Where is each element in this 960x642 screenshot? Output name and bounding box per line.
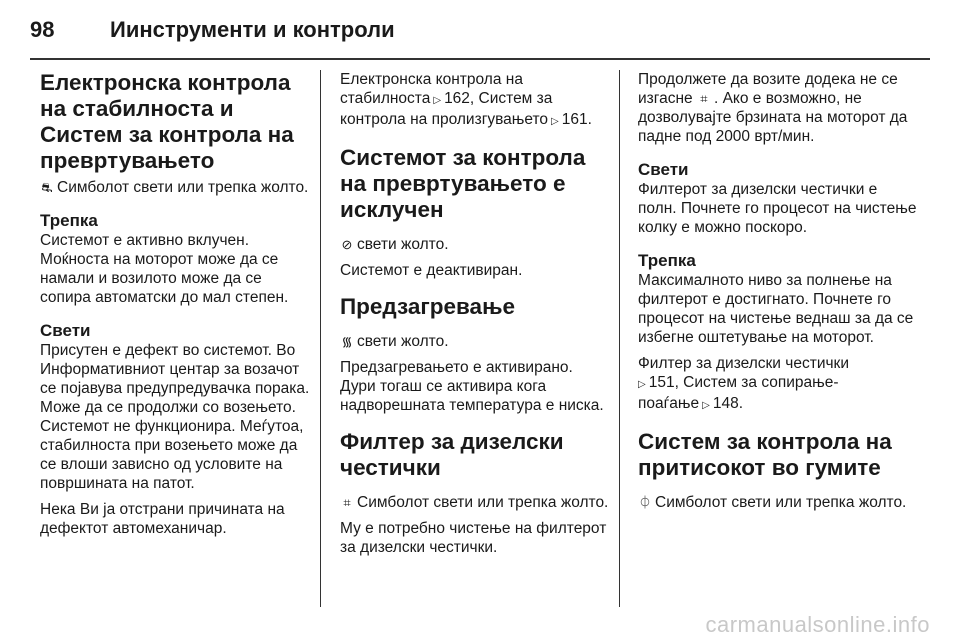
- chapter-title: Иинструменти и контроли: [110, 17, 395, 42]
- page-header: [30, 10, 395, 50]
- header-rule: [30, 58, 930, 60]
- body-text: свети жолто.: [357, 236, 449, 253]
- column-2: [340, 70, 610, 564]
- body-text: Филтерот за дизелски честички е полн. Почнете го процесот на чистење колку е можно поскоро.: [638, 181, 917, 236]
- body-text: Нека Ви ја отстрани причината на дефектот автомеханичар.: [40, 501, 285, 537]
- column-divider: [320, 70, 321, 607]
- page-number: 98: [30, 17, 55, 42]
- body-text: Предзагревањето е активирано. Дури тогаш се активира кога надворешната температура е ниска.: [340, 359, 604, 414]
- section-title: Електронска контрола на стабилноста и Систем за контрола на превртувањето: [40, 70, 294, 173]
- body-text: свети жолто.: [357, 333, 449, 350]
- body-text: Симболот свети или трепка жолто.: [655, 494, 907, 511]
- glow-plug-icon: ᯾: [341, 334, 353, 349]
- body-text: Му е потребно чистење на филтерот за дизелски честички.: [340, 520, 607, 556]
- body-text: Системот е деактивиран.: [340, 262, 523, 279]
- body-text: Продолжете да возите додека не се изгасне ⌗ . Ако е возможно, не дозволувајте брзината на моторот да падне под 2000 врт/мин.: [638, 71, 908, 145]
- car-skid-icon: ⛐: [41, 180, 53, 195]
- section-heading: Системот за контрола на превртувањето е исклучен: [340, 145, 586, 222]
- reference-triangle-icon: ▷: [433, 95, 442, 106]
- tyre-pressure-icon: ⏀: [638, 495, 652, 510]
- reference-triangle-icon: ▷: [638, 379, 646, 390]
- subheading: Свети: [638, 160, 689, 179]
- reference-triangle-icon: ▷: [551, 116, 559, 127]
- body-text: Присутен е дефект во системот. Во Информативниот центар за возачот се појавува предупредувачка порака. Може да се продолжи со возењето. Системот не функционира. Меѓутоа, стабилноста при возењето може да се влоши зависно од условите на површината на патот.: [40, 342, 310, 492]
- section-heading: Предзагревање: [340, 294, 515, 319]
- body-text: Максималното ниво за полнење на филтерот е достигнато. Почнете го процесот на чистење веднаш за да се избегне оштетување на моторот.: [638, 272, 914, 346]
- watermark: carmanualsonline.info: [705, 612, 930, 637]
- column-divider: [619, 70, 620, 607]
- stability-off-icon: ⊘: [341, 237, 353, 252]
- column-3: [638, 70, 918, 519]
- body-text: Симболот свети или трепка жолто.: [57, 179, 309, 196]
- dpf-icon: ⌗: [343, 495, 351, 510]
- body-text: Системот е активно вклучен. Моќноста на моторот може да се намали и возилото може да се сопира автоматски до мал степен.: [40, 232, 289, 306]
- subheading: Свети: [40, 321, 91, 340]
- section-heading: Филтер за дизелски честички: [340, 429, 564, 480]
- subheading: Трепка: [638, 251, 696, 270]
- column-1: [40, 70, 310, 545]
- body-text: Симболот свети или трепка жолто.: [357, 494, 609, 511]
- cross-reference: Филтер за дизелски честички ▷ 151, Систем за сопирање-поаѓање ▷ 148.: [638, 355, 849, 412]
- section-heading: Систем за контрола на притисокот во гумите: [638, 429, 892, 480]
- reference-triangle-icon: ▷: [702, 400, 710, 411]
- dpf-icon: ⌗: [700, 91, 708, 106]
- cross-reference: Електронска контрола на стабилноста ▷ 162, Систем за контрола на пролизгувањето ▷ 161.: [340, 71, 592, 128]
- subheading: Трепка: [40, 211, 98, 230]
